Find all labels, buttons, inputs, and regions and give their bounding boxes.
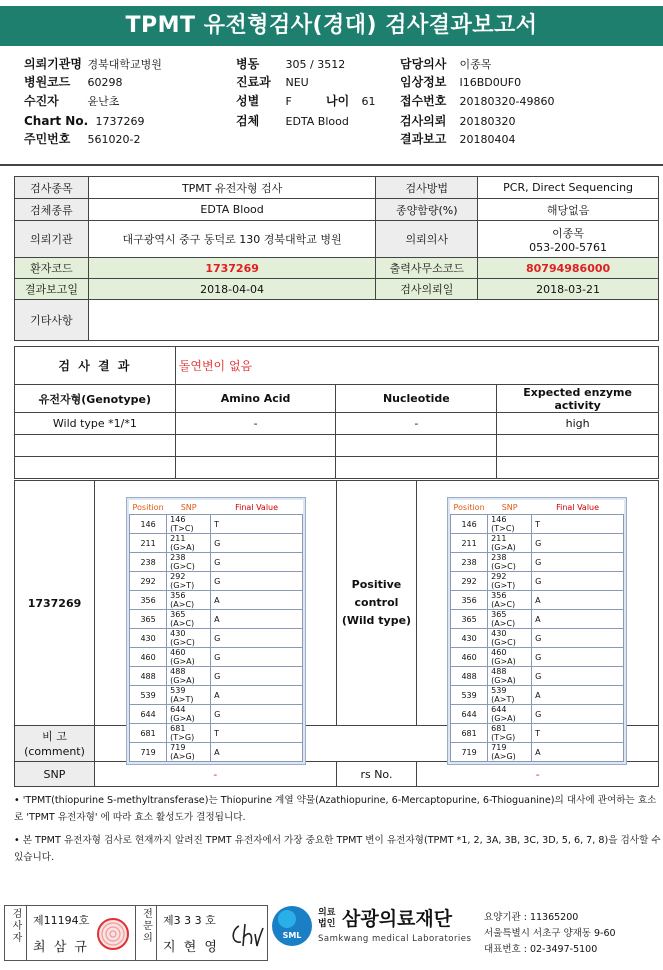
enzyme-activity-value: high [497, 413, 659, 435]
sml-logo: SML [272, 906, 312, 946]
header-divider [0, 164, 663, 166]
org-prefix: 의료법인 [318, 908, 336, 929]
snp-final-value: G [211, 553, 303, 572]
snp-value-table [450, 500, 624, 762]
amino-acid-value: - [175, 413, 336, 435]
doctor-phone: 053-200-5761 [529, 240, 608, 254]
snp-final-value: G [211, 629, 303, 648]
examiner-seal [97, 918, 129, 950]
snp-final-value: A [532, 591, 624, 610]
snp-row [451, 591, 624, 610]
test-item: TPMT 유전자형 검사 [88, 177, 375, 199]
header-institution: 의뢰기관명 경북대학교병원 [24, 57, 162, 71]
snp-change: 292 (G>T) [167, 572, 211, 591]
specimen-type: EDTA Blood [88, 199, 375, 221]
snp-row [451, 553, 624, 572]
report-date: 2018-04-04 [88, 279, 375, 300]
snp-change: 211 (G>A) [488, 534, 532, 553]
snp-final-value: A [211, 610, 303, 629]
header-hospital-code: 병원코드 60298 [24, 75, 123, 89]
header-request: 검사의뢰 20180320 [400, 114, 516, 128]
snp-change: 292 (G>T) [488, 572, 532, 591]
position-header: Position [453, 502, 485, 512]
snp-position: 292 [451, 572, 488, 591]
snp-change: 644 (G>A) [488, 705, 532, 724]
snp-change: 238 (G>C) [167, 553, 211, 572]
header-dept: 진료과 NEU [236, 75, 309, 89]
snp-position: 488 [451, 667, 488, 686]
snp-change: 644 (G>A) [167, 705, 211, 724]
snp-final-value: G [532, 572, 624, 591]
snp-row [130, 553, 303, 572]
result-label: 검 사 결 과 [15, 347, 176, 385]
snp-change: 365 (A>C) [488, 610, 532, 629]
snp-change: 430 (G>C) [488, 629, 532, 648]
examiner-no: 제11194호 [33, 914, 90, 927]
snp-position: 539 [130, 686, 167, 705]
snp-final-value: T [532, 724, 624, 743]
patient-code-label: 환자코드 [15, 258, 89, 279]
snp-position: 365 [130, 610, 167, 629]
snp-row [130, 743, 303, 762]
empty-cell [15, 457, 176, 479]
org-code: 요양기관 : 11365200 [484, 912, 579, 923]
snp-position: 681 [451, 724, 488, 743]
snp-position: 356 [451, 591, 488, 610]
snp-change: 460 (G>A) [488, 648, 532, 667]
empty-cell [175, 435, 336, 457]
snp-change: 539 (A>T) [488, 686, 532, 705]
snp-row [451, 648, 624, 667]
snp-row [130, 572, 303, 591]
snp-final-value: A [532, 610, 624, 629]
snp-final-value: G [532, 705, 624, 724]
amino-acid-header: Amino Acid [175, 385, 336, 413]
snp-final-value: G [532, 648, 624, 667]
snp-row [130, 667, 303, 686]
note-item: • 본 TPMT 유전자형 검사로 현재까지 알려진 TPMT 유전자에서 가장 중요한 TPMT 변이 유전자형(TPMT *1, 2, 3A, 3B, 3C, 3D, 5, 6, 7, 8)을 검사할 수 있습니다. [14, 835, 661, 863]
final-value-header: Final Value [556, 502, 600, 512]
snp-row [451, 610, 624, 629]
snp-position: 430 [130, 629, 167, 648]
snp-position: 644 [130, 705, 167, 724]
empty-cell [175, 457, 336, 479]
snp-change: 681 (T>G) [167, 724, 211, 743]
snp-position: 238 [451, 553, 488, 572]
snp-change: 539 (A>T) [167, 686, 211, 705]
snp-change: 719 (A>G) [488, 743, 532, 762]
org-phone: 대표번호 : 02-3497-5100 [484, 944, 598, 955]
request-date: 2018-03-21 [478, 279, 659, 300]
nucleotide-header: Nucleotide [336, 385, 497, 413]
snp-header: SNP [501, 502, 518, 512]
snp-final-value: A [211, 743, 303, 762]
snp-change: 146 (T>C) [488, 515, 532, 534]
snp-change: 460 (G>A) [167, 648, 211, 667]
snp-change: 488 (G>A) [488, 667, 532, 686]
header-patient: 수진자 윤난초 [24, 94, 120, 108]
signature-box [4, 905, 268, 961]
snp-row [451, 743, 624, 762]
note-item: • 'TPMT(thiopurine S-methyltransferase)는 Thiopurine 계열 약물(Azathiopurine, 6-Mercaptopurine, 6-Thioguanine)의 대사에 관여하는 효소로 'TPMT 유전자형' 에 따라 효소 활성도가 결정됩니다. [14, 795, 657, 823]
office-code-label: 출력사무소코드 [376, 258, 478, 279]
snp-final-value: A [211, 686, 303, 705]
snp-header: SNP [180, 502, 197, 512]
enzyme-activity-header: Expected enzyme activity [497, 385, 659, 413]
control-snp-screenshot [447, 497, 627, 765]
doctor-cell [478, 221, 659, 258]
org-address: 서울특별시 서초구 양재동 9-60 [484, 928, 616, 939]
snp-row [451, 534, 624, 553]
snp-position: 356 [130, 591, 167, 610]
snp-final-value: A [532, 743, 624, 762]
snp-final-value: T [211, 515, 303, 534]
empty-cell [497, 457, 659, 479]
snp-change: 681 (T>G) [488, 724, 532, 743]
snp-final-value: G [211, 648, 303, 667]
other-value [88, 300, 658, 341]
snp-row [130, 610, 303, 629]
snp-position: 488 [130, 667, 167, 686]
specialist-no: 제3 3 3 호 [163, 914, 216, 927]
snp-final-value: G [532, 629, 624, 648]
snp-change: 211 (G>A) [167, 534, 211, 553]
nucleotide-value: - [336, 413, 497, 435]
snp-position: 539 [451, 686, 488, 705]
specialist-label: 전문의 [135, 906, 157, 960]
empty-cell [336, 457, 497, 479]
snp-row [130, 591, 303, 610]
result-value: 돌연변이 없음 [175, 347, 658, 385]
snp-row [451, 705, 624, 724]
snp-row [451, 667, 624, 686]
snp-final-value: T [211, 724, 303, 743]
snp-row [130, 629, 303, 648]
header-ward: 병동 305 / 3512 [236, 57, 346, 71]
snp-position: 146 [451, 515, 488, 534]
snp-value: - [94, 762, 336, 787]
doctor-name: 이종목 [552, 226, 585, 240]
snp-position: 238 [130, 553, 167, 572]
snp-change: 356 (A>C) [488, 591, 532, 610]
snp-row [451, 724, 624, 743]
snp-final-value: G [532, 667, 624, 686]
method-label: 검사방법 [376, 177, 478, 199]
method: PCR, Direct Sequencing [478, 177, 659, 199]
genotype-header: 유전자형(Genotype) [15, 385, 176, 413]
institution-address: 대구광역시 중구 동덕로 130 경북대학교 병원 [88, 221, 375, 258]
snp-final-value: T [532, 515, 624, 534]
snp-row [130, 648, 303, 667]
header-receipt: 접수번호 20180320-49860 [400, 94, 555, 108]
specimen-type-label: 검체종류 [15, 199, 89, 221]
snp-change: 146 (T>C) [167, 515, 211, 534]
info-table [14, 176, 659, 341]
report-date-label: 결과보고일 [15, 279, 89, 300]
snp-final-value: A [211, 591, 303, 610]
final-value-header: Final Value [235, 502, 279, 512]
header-clinical: 임상정보 I16BD0UF0 [400, 75, 522, 89]
snp-change: 719 (A>G) [167, 743, 211, 762]
snp-change: 238 (G>C) [488, 553, 532, 572]
result-table [14, 346, 659, 479]
comment-label: 비 고 (comment) [15, 726, 95, 762]
sample-snp-screenshot [126, 497, 306, 765]
header-age: 나이 61 [326, 94, 376, 108]
examiner-name: 최 삼 규 [33, 940, 89, 955]
snp-row [451, 515, 624, 534]
specialist-name: 지 현 영 [163, 940, 219, 955]
snp-final-value: G [211, 572, 303, 591]
snp-position: 146 [130, 515, 167, 534]
report-title: TPMT 유전형검사(경대) 검사결과보고서 [0, 6, 663, 46]
snp-final-value: A [532, 686, 624, 705]
snp-value-table [129, 500, 303, 762]
snp-row [451, 629, 624, 648]
other-label: 기타사항 [15, 300, 89, 341]
notes [14, 792, 662, 866]
snp-row [451, 686, 624, 705]
tumor-label: 종양함량(%) [376, 199, 478, 221]
genotype-value: Wild type *1/*1 [15, 413, 176, 435]
specialist-signature [229, 920, 265, 952]
snp-row [130, 705, 303, 724]
snp-final-value: G [532, 553, 624, 572]
header-chart: Chart No. 1737269 [24, 114, 145, 128]
snp-position: 460 [130, 648, 167, 667]
snp-change: 430 (G>C) [167, 629, 211, 648]
header-sex: 성별 F [236, 94, 292, 108]
office-code: 80794986000 [478, 258, 659, 279]
snp-row [130, 724, 303, 743]
empty-cell [336, 435, 497, 457]
snp-row [130, 534, 303, 553]
org-english: Samkwang medical Laboratories [318, 934, 472, 944]
control-label: Positive control (Wild type) [336, 481, 417, 726]
snp-label: SNP [15, 762, 95, 787]
snp-change: 365 (A>C) [167, 610, 211, 629]
snp-position: 681 [130, 724, 167, 743]
header-rrn: 주민번호 561020-2 [24, 132, 141, 146]
snp-position: 644 [451, 705, 488, 724]
sample-id: 1737269 [15, 481, 95, 726]
snp-final-value: G [532, 534, 624, 553]
snp-position: 719 [451, 743, 488, 762]
snp-position: 460 [451, 648, 488, 667]
rs-value: - [417, 762, 659, 787]
snp-row [130, 686, 303, 705]
institution-label: 의뢰기관 [15, 221, 89, 258]
snp-final-value: G [211, 705, 303, 724]
snp-position: 211 [451, 534, 488, 553]
examiner-label: 검사자 [5, 906, 27, 960]
empty-cell [497, 435, 659, 457]
snp-position: 365 [451, 610, 488, 629]
header-report: 결과보고 20180404 [400, 132, 516, 146]
snp-change: 356 (A>C) [167, 591, 211, 610]
snp-final-value: G [211, 667, 303, 686]
snp-position: 211 [130, 534, 167, 553]
patient-code: 1737269 [88, 258, 375, 279]
snp-final-value: G [211, 534, 303, 553]
empty-cell [15, 435, 176, 457]
tumor: 해당없음 [478, 199, 659, 221]
request-date-label: 검사의뢰일 [376, 279, 478, 300]
snp-position: 292 [130, 572, 167, 591]
header-specimen: 검체 EDTA Blood [236, 114, 349, 128]
snp-position: 430 [451, 629, 488, 648]
snp-row [130, 515, 303, 534]
position-header: Position [132, 502, 164, 512]
rs-label: rs No. [336, 762, 417, 787]
snp-row [451, 572, 624, 591]
org-name: 삼광의료재단 [342, 908, 453, 930]
snp-change: 488 (G>A) [167, 667, 211, 686]
header-doctor: 담당의사 이종목 [400, 57, 492, 71]
doctor-label: 의뢰의사 [376, 221, 478, 258]
test-item-label: 검사종목 [15, 177, 89, 199]
snp-position: 719 [130, 743, 167, 762]
